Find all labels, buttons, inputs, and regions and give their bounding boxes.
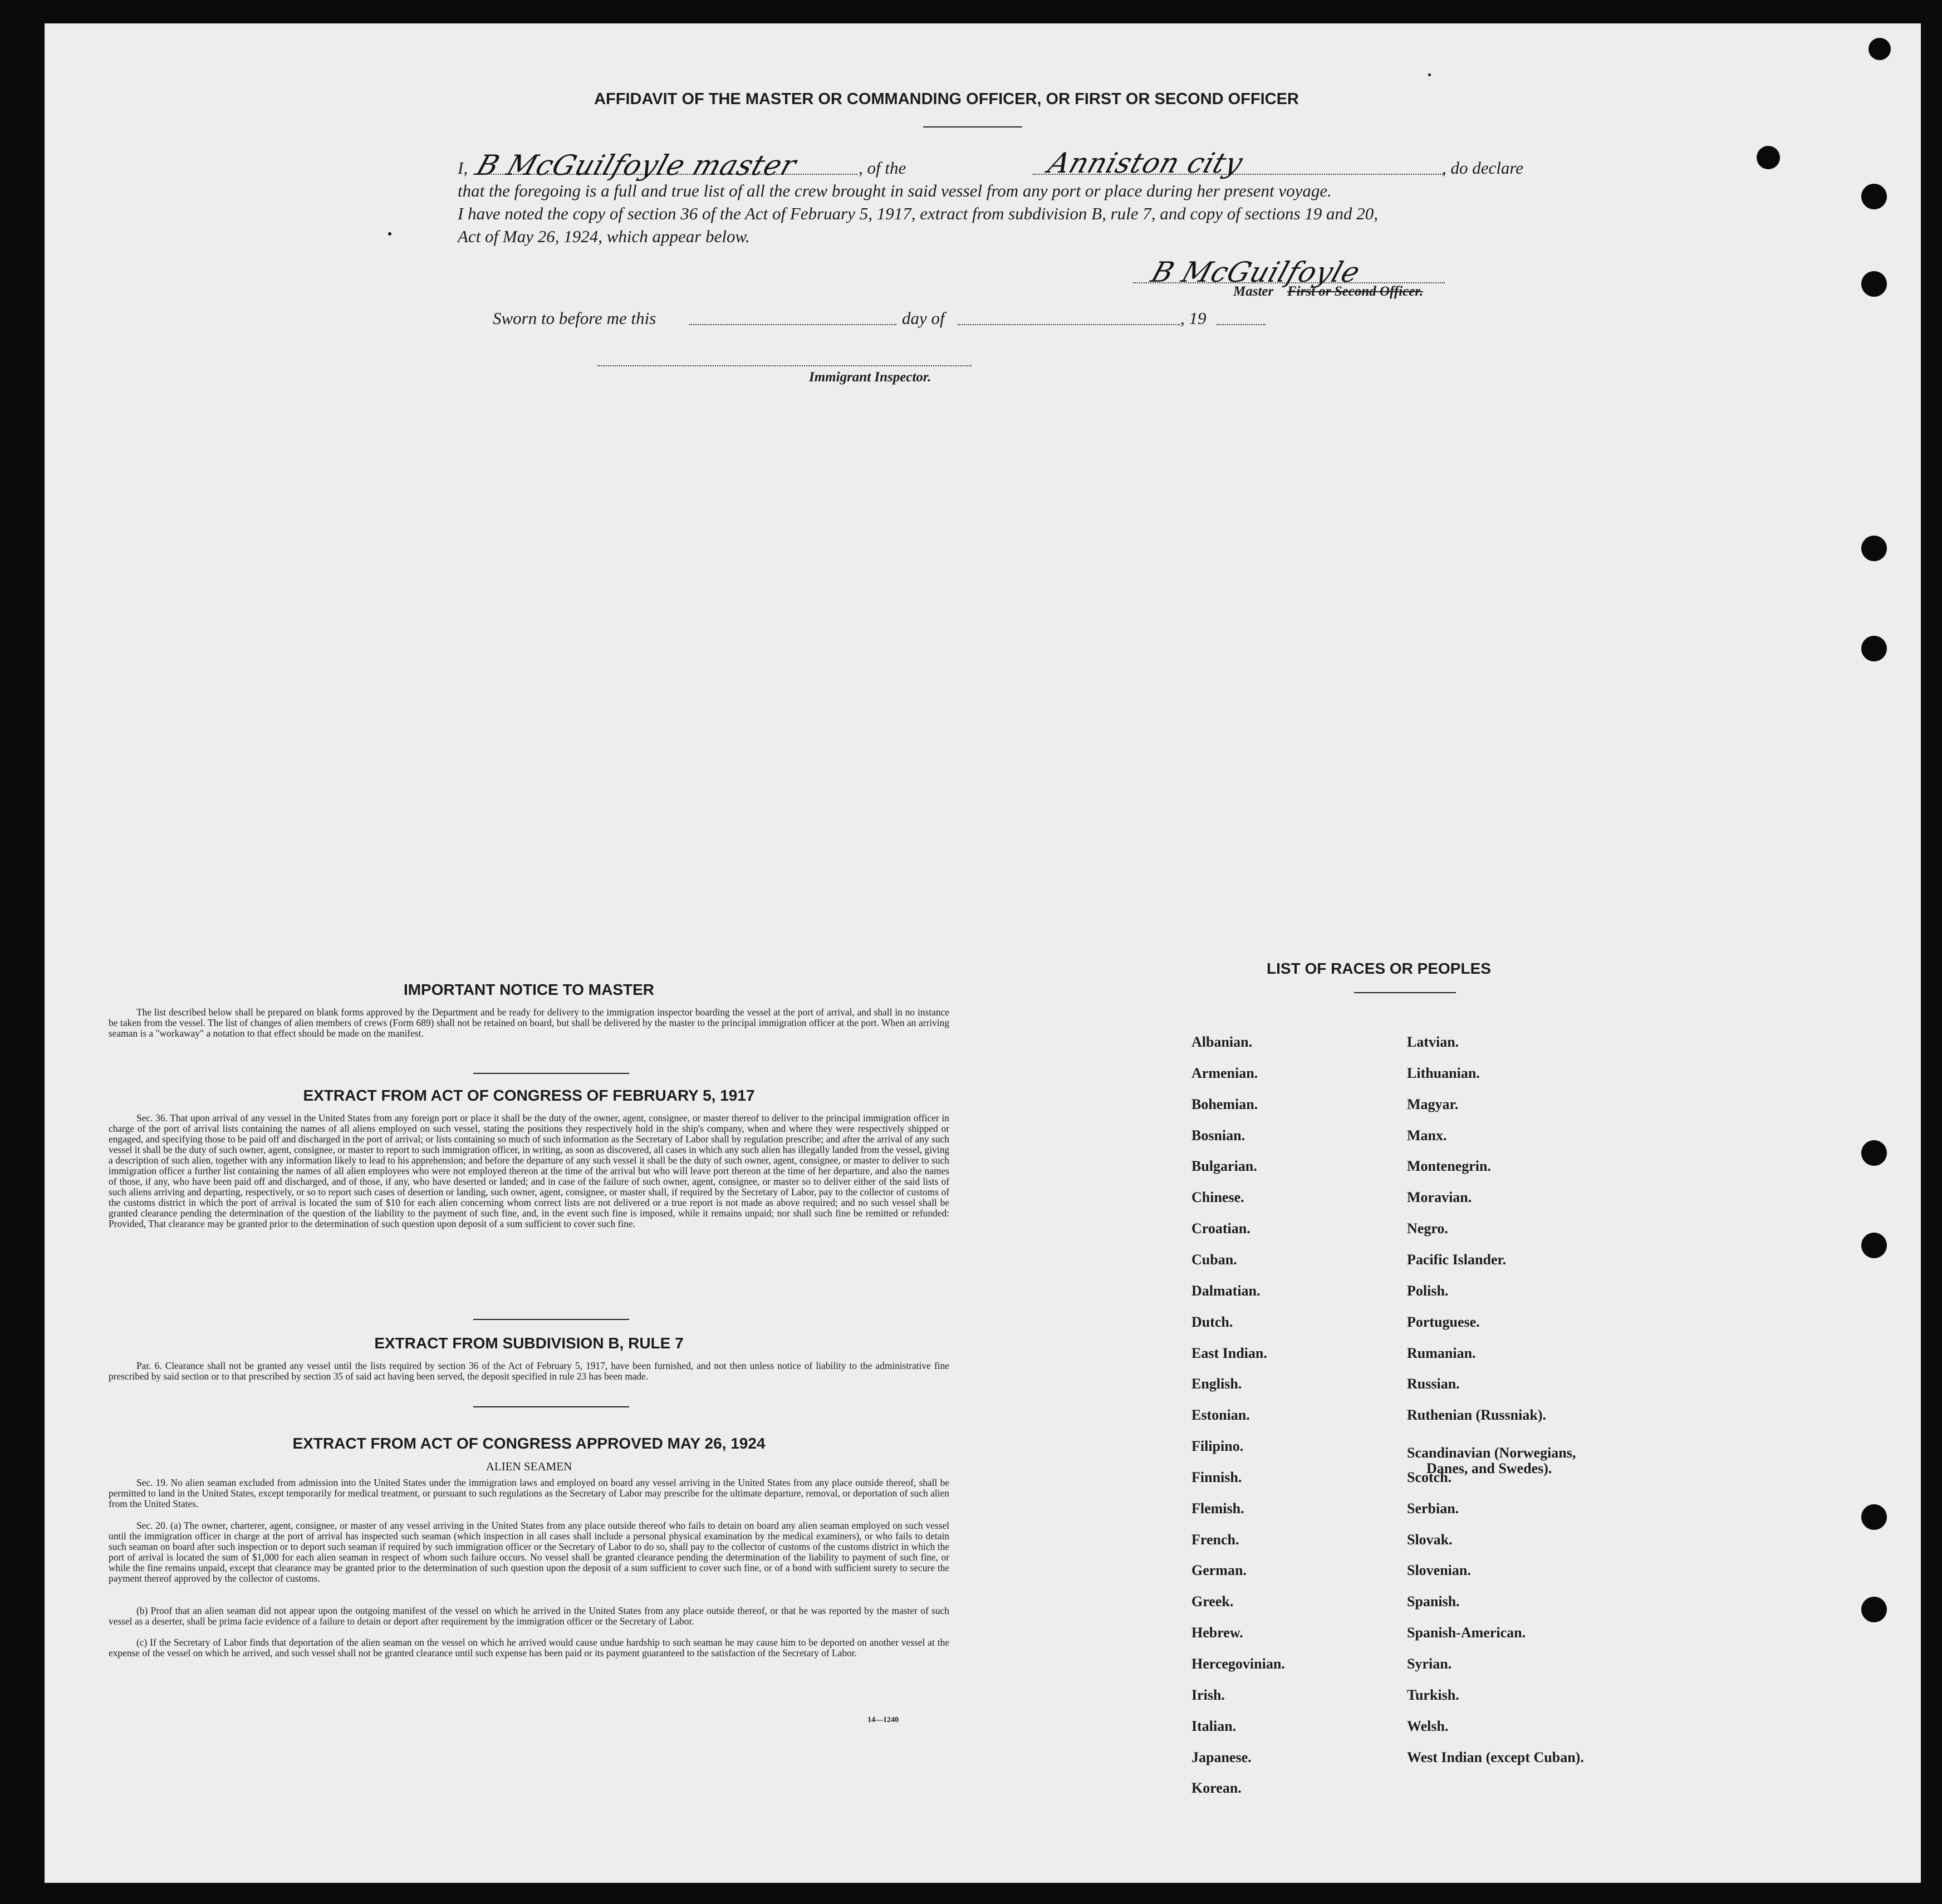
race-item: Finnish. <box>1191 1469 1242 1485</box>
binder-hole <box>1861 271 1887 297</box>
race-item: Montenegrin. <box>1407 1158 1491 1174</box>
race-item: Hebrew. <box>1191 1625 1243 1641</box>
sworn-year-field <box>1217 324 1266 325</box>
notice-divider <box>473 1073 629 1074</box>
race-item: Bosnian. <box>1191 1127 1245 1144</box>
affidavit-line2: that the foregoing is a full and true list of all the crew brought in said vessel from any port or place during her present voyage. <box>458 181 1332 200</box>
sworn-prefix: Sworn to before me this <box>493 308 656 328</box>
race-item: French. <box>1191 1532 1239 1548</box>
race-item: Latvian. <box>1407 1034 1459 1050</box>
rule7-text: Par. 6. Clearance shall not be granted any vessel until the lists required by section 36 of the Act of February 5, 1917, have been furnished, and not then unless notice of liability to the administrative fine prescribed by said section or to that prescribed by section 35 of said act having been served, the deposit specified in rule 23 has been made. <box>109 1360 949 1382</box>
affidavit-line3: I have noted the copy of section 36 of the Act of February 5, 1917, extract from subdivision B, rule 7, and copy of sections 19 and 20, <box>458 204 1379 223</box>
sec20a-text: Sec. 20. (a) The owner, charterer, agent, consignee, or master of any vessel arriving in the United States from any place outside thereof who fails to detain on board any alien seaman employed on such vessel until the immigration officer in charge at the port of arrival has inspected such seaman (which inspection in all cases shall include a personal physical examination by the medical examiners), or who fails to detain such seaman on board after such inspection or to deport such seaman if required by such immigration officer or the Secretary of Labor to do so, shall pay to the collector of customs of the customs district in which the port of arrival is located the sum of $1,000 for each alien seaman in respect of whom such failure occurs. No vessel shall be granted clearance pending the determination of the liability to payment of such fine, or while the fine remains unpaid, except that clearance may be granted prior to the determination of such question upon the deposit of a sum sufficient to cover such fine, or of a bond with sufficient surety to secure the payment thereof approved by the collector of customs. <box>109 1520 949 1584</box>
race-item: Filipino. <box>1191 1438 1244 1454</box>
race-item: Bulgarian. <box>1191 1158 1257 1174</box>
race-item: Danes, and Swedes). <box>1426 1460 1552 1476</box>
race-item: Negro. <box>1407 1220 1448 1236</box>
inspector-caption: Immigrant Inspector. <box>809 370 931 385</box>
race-item: Flemish. <box>1191 1500 1244 1517</box>
races-title: LIST OF RACES OR PEOPLES <box>1267 960 1491 977</box>
race-item: Armenian. <box>1191 1065 1258 1081</box>
race-item: Scotch. <box>1407 1469 1452 1485</box>
binder-hole <box>1861 1140 1887 1166</box>
binder-hole <box>1861 1233 1887 1258</box>
race-item: English. <box>1191 1376 1242 1392</box>
race-item: Chinese. <box>1191 1189 1244 1205</box>
extract-1924-title: EXTRACT FROM ACT OF CONGRESS APPROVED MAY 26, 1924 <box>292 1435 766 1452</box>
sec20c-text: (c) If the Secretary of Labor finds that deportation of the alien seaman on the vessel on which he arrived would cause undue hardship to such seaman he may cause him to be deported on another vessel at the expense of the vessel on which he arrived, and such vessel shall not be granted clearance until such expense has been paid or its payment guaranteed to the satisfaction of the Secretary of Labor. <box>109 1637 949 1658</box>
document-page <box>45 23 1921 1883</box>
vessel-name-handwriting: Anniston city <box>1044 147 1248 179</box>
form-number: 14—1240 <box>867 1716 899 1724</box>
race-item: Cuban. <box>1191 1252 1237 1268</box>
race-item: Italian. <box>1191 1718 1237 1734</box>
affidavit-line1-prefix: I, <box>458 158 468 178</box>
signature-line <box>1133 282 1445 283</box>
extract-1917-divider <box>473 1319 629 1320</box>
sec19-text: Sec. 19. No alien seaman excluded from admission into the United States under the immigration laws and employed on board any vessel arriving in the United States from any place outside thereof, shall be permitted to land in the United States, except temporarily for medical treatment, or pursuant to such regulations as the Secretary of Labor may prescribe for the ultimate departure, removal, or deportation of such alien from the United States. <box>109 1477 949 1509</box>
race-item: Turkish. <box>1407 1687 1459 1703</box>
binder-hole <box>1861 184 1887 209</box>
speck <box>1428 73 1431 76</box>
race-item: Magyar. <box>1407 1096 1459 1112</box>
race-item: Spanish. <box>1407 1593 1460 1609</box>
race-item: Rumanian. <box>1407 1345 1476 1361</box>
race-item: Ruthenian (Russniak). <box>1407 1407 1546 1423</box>
race-item: Welsh. <box>1407 1718 1449 1734</box>
sec20b-text: (b) Proof that an alien seaman did not appear upon the outgoing manifest of the vessel on which he arrived in the United States from any place outside thereof, or that he was reported by the master of such vessel as a deserter, shall be prima facie evidence of a failure to detain or deport after requirement by the immigration officer or the Secretary of Labor. <box>109 1605 949 1627</box>
race-item: Slovenian. <box>1407 1562 1471 1578</box>
race-item: Portuguese. <box>1407 1314 1480 1330</box>
speck <box>388 232 391 235</box>
race-item: Hercegovinian. <box>1191 1656 1285 1672</box>
race-item: East Indian. <box>1191 1345 1267 1361</box>
race-item: Irish. <box>1191 1687 1225 1703</box>
races-divider <box>1354 992 1456 993</box>
binder-hole <box>1861 536 1887 561</box>
rule7-divider <box>473 1406 629 1407</box>
race-item: Spanish-American. <box>1407 1625 1526 1641</box>
extract-1917-title: EXTRACT FROM ACT OF CONGRESS OF FEBRUARY 5, 1917 <box>303 1087 755 1104</box>
notice-title: IMPORTANT NOTICE TO MASTER <box>403 981 655 998</box>
race-item: Lithuanian. <box>1407 1065 1480 1081</box>
race-item: Serbian. <box>1407 1500 1459 1517</box>
sworn-day-field <box>689 324 896 325</box>
binder-hole <box>1861 1597 1887 1622</box>
race-item: Croatian. <box>1191 1220 1250 1236</box>
sworn-day-of: day of <box>902 308 945 328</box>
signature-caption-master: Master <box>1233 284 1274 299</box>
sworn-month-field <box>958 324 1180 325</box>
binder-hole <box>1757 146 1780 169</box>
sworn-year: , 19 <box>1180 308 1207 328</box>
affidavit-line4: Act of May 26, 1924, which appear below. <box>458 227 750 246</box>
rule7-title: EXTRACT FROM SUBDIVISION B, RULE 7 <box>374 1334 684 1352</box>
race-item: Japanese. <box>1191 1749 1252 1765</box>
alien-seamen-subtitle: ALIEN SEAMEN <box>485 1460 572 1473</box>
affidavit-line1-suffix: , do declare <box>1442 158 1524 178</box>
binder-hole <box>1869 38 1891 60</box>
affidavit-line1-of: , of the <box>859 158 906 178</box>
signature-caption-struck: First or Second Officer. <box>1287 284 1423 299</box>
race-item: Estonian. <box>1191 1407 1250 1423</box>
race-item: Korean. <box>1191 1780 1242 1796</box>
officer-signature: B McGuilfoyle <box>1147 256 1365 288</box>
race-item: Manx. <box>1407 1127 1447 1144</box>
binder-hole <box>1861 1504 1887 1530</box>
race-item: Greek. <box>1191 1593 1234 1609</box>
notice-text: The list described below shall be prepared on blank forms approved by the Department and be ready for delivery to the immigration inspector boarding the vessel at the port of arrival, and shall in no instance be taken from the vessel. The list of changes of alien members of crews (Form 689) shall not be retained on board, but shall be delivered by the master to the principal immigration officer at the port. When an arriving seaman is a "workaway" a notation to that effect should be made on the manifest. <box>109 1007 949 1039</box>
title-divider <box>923 126 1022 127</box>
race-item: Russian. <box>1407 1376 1460 1392</box>
race-item: Dutch. <box>1191 1314 1233 1330</box>
master-name-handwriting: B McGuilfoyle master <box>472 149 801 181</box>
race-item: Pacific Islander. <box>1407 1252 1507 1268</box>
affidavit-title: AFFIDAVIT OF THE MASTER OR COMMANDING OFFICER, OR FIRST OR SECOND OFFICER <box>594 90 1299 108</box>
extract-1917-text: Sec. 36. That upon arrival of any vessel in the United States from any foreign port or place it shall be the duty of the owner, agent, consignee, or master thereof to deliver to the principal immigration officer in charge of the port of arrival lists containing the names of all aliens employed on such vessel, stating the positions they respectively hold in the ship's company, when and where they were respectively shipped or engaged, and specifying those to be paid off and discharged in the port of arrival; or lists containing so much of such information as the Secretary of Labor shall by regulation prescribe; and after the arrival of any such vessel it shall be the duty of such owner, agent, consignee, or master to report to such immigration officer, in writing, as soon as discovered, all cases in which any such alien has illegally landed from the vessel, giving a description of such alien, together with any information likely to lead to his apprehension; and before the departure of any such vessel it shall be the duty of such owner, agent, consignee, or master to deliver to such immigration officer a further list containing the names of all alien employees who were not employed thereon at the time of the arrival but who will leave port thereon at the time of her departure, and also the names of those, if any, who have been paid off and discharged, and of those, if any, who have deserted or landed; and in case of the failure of such owner, agent, consignee, or master so to deliver either of the said lists of such aliens arriving and departing, respectively, or so to report such cases of desertion or landing, such owner, agent, consignee, or master shall, if required by the Secretary of Labor, pay to the collector of customs of the customs district in which the port of arrival is located the sum of $10 for each alien concerning whom correct lists are not delivered or a true report is not made as above required; and no such vessel shall be granted clearance pending the determination of the question of the liability to the payment of such fine, and, in the event such fine is imposed, while it remains unpaid; nor shall such fine be remitted or refunded: Provided, That clearance may be granted prior to the determination of such question upon deposit of a sum sufficient to cover such fine. <box>109 1112 949 1229</box>
binder-hole <box>1861 636 1887 661</box>
inspector-signature-line <box>597 365 972 366</box>
race-item: German. <box>1191 1562 1247 1578</box>
race-item: Bohemian. <box>1191 1096 1258 1112</box>
race-item: Albanian. <box>1191 1034 1253 1050</box>
race-item: Polish. <box>1407 1283 1449 1299</box>
race-item: Slovak. <box>1407 1532 1453 1548</box>
race-item: Scandinavian (Norwegians, <box>1407 1445 1576 1461</box>
race-item: Moravian. <box>1407 1189 1472 1205</box>
race-item: West Indian (except Cuban). <box>1407 1749 1584 1765</box>
race-item: Dalmatian. <box>1191 1283 1261 1299</box>
race-item: Syrian. <box>1407 1656 1452 1672</box>
